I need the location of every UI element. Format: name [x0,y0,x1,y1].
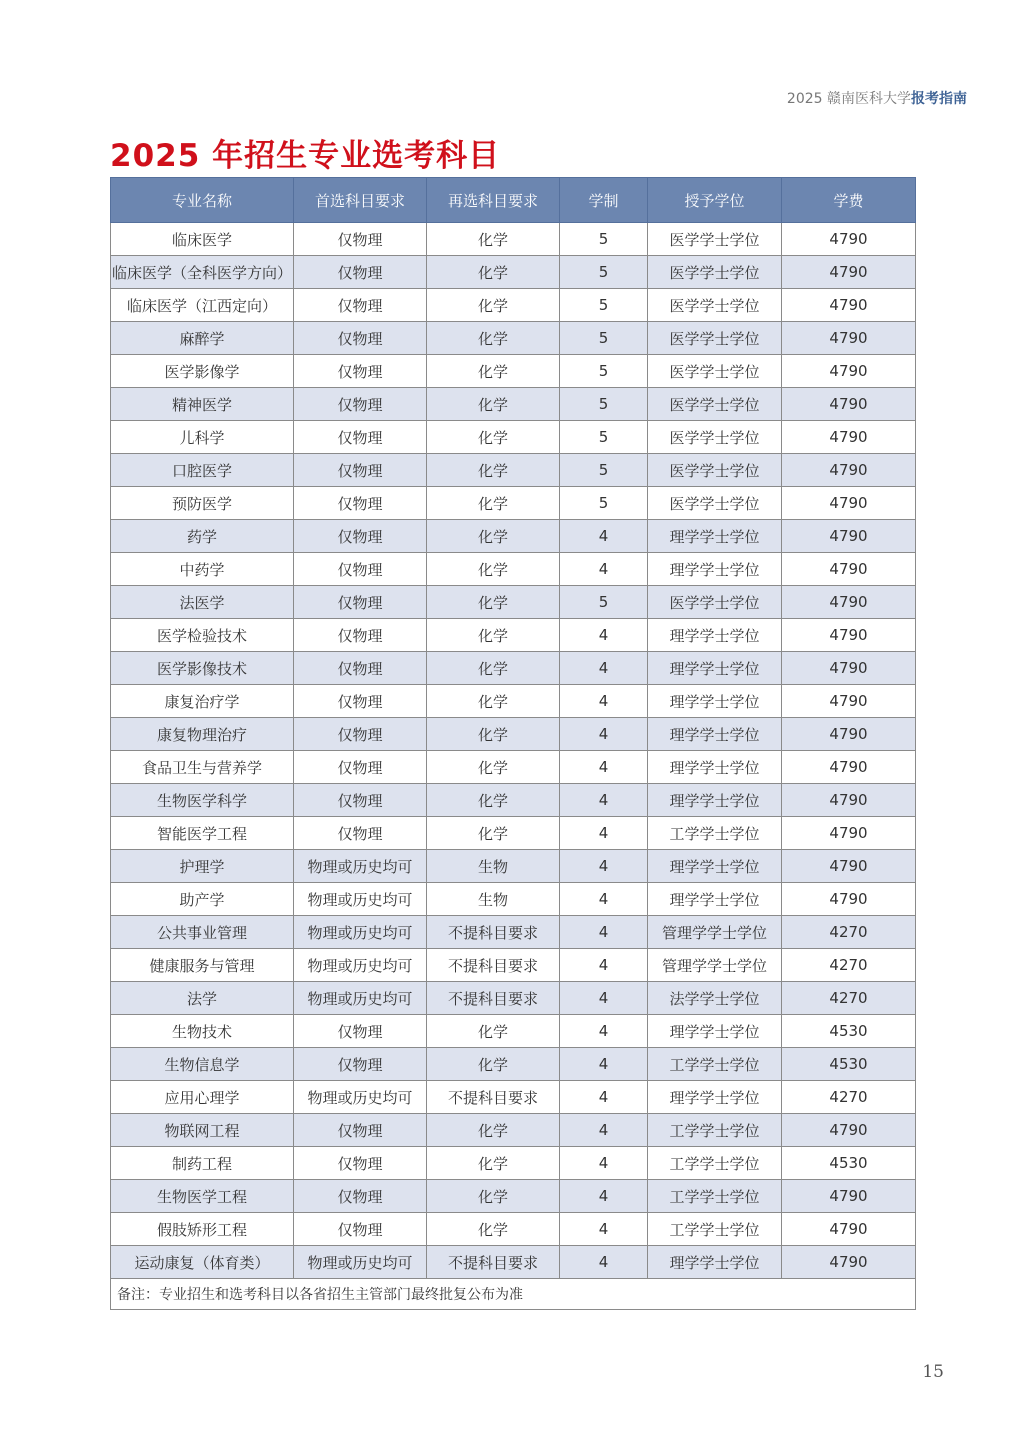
first-subject-cell: 仅物理 [294,223,427,256]
page-title: 2025 年招生专业选考科目 [110,138,501,174]
degree-cell: 理学学士学位 [648,520,782,553]
major-name-cell: 生物医学科学 [111,784,294,817]
major-name-cell: 临床医学（江西定向） [111,289,294,322]
duration-cell: 5 [560,256,648,289]
second-subject-cell: 化学 [427,355,560,388]
tuition-cell: 4270 [782,949,916,982]
tuition-cell: 4790 [782,718,916,751]
table-row [111,1015,916,1048]
major-name-cell: 医学影像技术 [111,652,294,685]
duration-cell: 4 [560,982,648,1015]
table-row [111,619,916,652]
tuition-cell: 4530 [782,1048,916,1081]
second-subject-cell: 化学 [427,388,560,421]
duration-cell: 4 [560,916,648,949]
second-subject-cell: 不提科目要求 [427,982,560,1015]
second-subject-cell: 化学 [427,223,560,256]
degree-cell: 医学学士学位 [648,355,782,388]
column-header: 授予学位 [648,178,782,223]
first-subject-cell: 仅物理 [294,1147,427,1180]
second-subject-cell: 化学 [427,586,560,619]
tuition-cell: 4790 [782,784,916,817]
table-row [111,289,916,322]
degree-cell: 理学学士学位 [648,685,782,718]
tuition-cell: 4790 [782,355,916,388]
first-subject-cell: 物理或历史均可 [294,949,427,982]
duration-cell: 4 [560,520,648,553]
first-subject-cell: 物理或历史均可 [294,916,427,949]
major-name-cell: 护理学 [111,850,294,883]
degree-cell: 医学学士学位 [648,586,782,619]
column-header: 学费 [782,178,916,223]
first-subject-cell: 仅物理 [294,454,427,487]
second-subject-cell: 化学 [427,1180,560,1213]
table-row [111,916,916,949]
duration-cell: 5 [560,586,648,619]
table-row [111,1180,916,1213]
table-row [111,982,916,1015]
duration-cell: 4 [560,817,648,850]
table-row [111,1246,916,1279]
major-name-cell: 假肢矫形工程 [111,1213,294,1246]
major-name-cell: 预防医学 [111,487,294,520]
degree-cell: 理学学士学位 [648,1081,782,1114]
second-subject-cell: 化学 [427,289,560,322]
tuition-cell: 4790 [782,1246,916,1279]
major-name-cell: 物联网工程 [111,1114,294,1147]
duration-cell: 5 [560,289,648,322]
first-subject-cell: 仅物理 [294,817,427,850]
tuition-cell: 4790 [782,1213,916,1246]
degree-cell: 法学学士学位 [648,982,782,1015]
tuition-cell: 4790 [782,652,916,685]
major-name-cell: 食品卫生与营养学 [111,751,294,784]
duration-cell: 4 [560,1081,648,1114]
major-name-cell: 临床医学（全科医学方向） [111,256,294,289]
table-row [111,421,916,454]
degree-cell: 工学学士学位 [648,1114,782,1147]
duration-cell: 4 [560,949,648,982]
degree-cell: 理学学士学位 [648,619,782,652]
duration-cell: 4 [560,1114,648,1147]
table-row [111,553,916,586]
second-subject-cell: 化学 [427,1114,560,1147]
degree-cell: 理学学士学位 [648,652,782,685]
degree-cell: 理学学士学位 [648,1246,782,1279]
table-row [111,685,916,718]
first-subject-cell: 物理或历史均可 [294,1081,427,1114]
table-row [111,1081,916,1114]
major-table [110,177,916,1310]
first-subject-cell: 仅物理 [294,751,427,784]
table-row [111,883,916,916]
tuition-cell: 4270 [782,1081,916,1114]
duration-cell: 4 [560,718,648,751]
tuition-cell: 4790 [782,817,916,850]
first-subject-cell: 仅物理 [294,619,427,652]
tuition-cell: 4790 [782,289,916,322]
degree-cell: 医学学士学位 [648,454,782,487]
degree-cell: 理学学士学位 [648,553,782,586]
table-note-row [111,1279,916,1310]
second-subject-cell: 化学 [427,718,560,751]
second-subject-cell: 化学 [427,421,560,454]
duration-cell: 5 [560,355,648,388]
degree-cell: 工学学士学位 [648,817,782,850]
tuition-cell: 4270 [782,916,916,949]
major-name-cell: 医学检验技术 [111,619,294,652]
degree-cell: 医学学士学位 [648,256,782,289]
first-subject-cell: 仅物理 [294,487,427,520]
major-name-cell: 口腔医学 [111,454,294,487]
table-row [111,223,916,256]
first-subject-cell: 仅物理 [294,1180,427,1213]
degree-cell: 医学学士学位 [648,487,782,520]
major-name-cell: 助产学 [111,883,294,916]
duration-cell: 5 [560,454,648,487]
tuition-cell: 4790 [782,322,916,355]
tuition-cell: 4790 [782,553,916,586]
first-subject-cell: 仅物理 [294,256,427,289]
major-name-cell: 医学影像学 [111,355,294,388]
second-subject-cell: 化学 [427,1213,560,1246]
table-row [111,586,916,619]
first-subject-cell: 物理或历史均可 [294,883,427,916]
second-subject-cell: 化学 [427,256,560,289]
major-name-cell: 临床医学 [111,223,294,256]
duration-cell: 4 [560,1147,648,1180]
column-header: 首选科目要求 [294,178,427,223]
degree-cell: 管理学学士学位 [648,916,782,949]
table-body [111,223,916,1279]
first-subject-cell: 仅物理 [294,520,427,553]
duration-cell: 5 [560,223,648,256]
duration-cell: 4 [560,685,648,718]
table-row [111,718,916,751]
first-subject-cell: 仅物理 [294,1048,427,1081]
degree-cell: 理学学士学位 [648,751,782,784]
degree-cell: 工学学士学位 [648,1147,782,1180]
tuition-cell: 4530 [782,1015,916,1048]
column-header: 学制 [560,178,648,223]
duration-cell: 4 [560,883,648,916]
first-subject-cell: 仅物理 [294,421,427,454]
first-subject-cell: 仅物理 [294,718,427,751]
tuition-cell: 4790 [782,883,916,916]
duration-cell: 4 [560,553,648,586]
second-subject-cell: 生物 [427,883,560,916]
second-subject-cell: 不提科目要求 [427,949,560,982]
column-header: 再选科目要求 [427,178,560,223]
second-subject-cell: 化学 [427,1147,560,1180]
duration-cell: 4 [560,1246,648,1279]
first-subject-cell: 仅物理 [294,289,427,322]
running-header-highlight: 报考指南 [911,91,967,107]
second-subject-cell: 化学 [427,751,560,784]
tuition-cell: 4530 [782,1147,916,1180]
major-name-cell: 法学 [111,982,294,1015]
tuition-cell: 4790 [782,619,916,652]
first-subject-cell: 仅物理 [294,1114,427,1147]
duration-cell: 4 [560,1015,648,1048]
major-name-cell: 中药学 [111,553,294,586]
second-subject-cell: 化学 [427,454,560,487]
degree-cell: 医学学士学位 [648,223,782,256]
duration-cell: 4 [560,652,648,685]
second-subject-cell: 化学 [427,322,560,355]
table-row [111,520,916,553]
tuition-cell: 4790 [782,256,916,289]
table-row [111,784,916,817]
page-number: 15 [922,1362,944,1382]
table-row [111,850,916,883]
second-subject-cell: 化学 [427,1048,560,1081]
first-subject-cell: 物理或历史均可 [294,850,427,883]
duration-cell: 5 [560,487,648,520]
second-subject-cell: 化学 [427,619,560,652]
first-subject-cell: 仅物理 [294,322,427,355]
tuition-cell: 4790 [782,751,916,784]
table-row [111,1114,916,1147]
first-subject-cell: 物理或历史均可 [294,982,427,1015]
tuition-cell: 4790 [782,388,916,421]
table-row [111,652,916,685]
table-row [111,949,916,982]
degree-cell: 理学学士学位 [648,718,782,751]
major-name-cell: 公共事业管理 [111,916,294,949]
duration-cell: 4 [560,1180,648,1213]
running-header-prefix: 2025 赣南医科大学 [786,91,911,107]
major-name-cell: 生物信息学 [111,1048,294,1081]
second-subject-cell: 化学 [427,520,560,553]
degree-cell: 理学学士学位 [648,850,782,883]
table-row [111,751,916,784]
first-subject-cell: 仅物理 [294,685,427,718]
duration-cell: 5 [560,388,648,421]
table-row [111,454,916,487]
duration-cell: 4 [560,619,648,652]
table-row [111,1213,916,1246]
table-row [111,355,916,388]
second-subject-cell: 生物 [427,850,560,883]
tuition-cell: 4790 [782,850,916,883]
duration-cell: 4 [560,751,648,784]
degree-cell: 理学学士学位 [648,784,782,817]
first-subject-cell: 仅物理 [294,355,427,388]
first-subject-cell: 仅物理 [294,1015,427,1048]
major-name-cell: 制药工程 [111,1147,294,1180]
first-subject-cell: 仅物理 [294,784,427,817]
second-subject-cell: 化学 [427,1015,560,1048]
table-row [111,1147,916,1180]
tuition-cell: 4790 [782,454,916,487]
degree-cell: 工学学士学位 [648,1048,782,1081]
major-name-cell: 儿科学 [111,421,294,454]
second-subject-cell: 化学 [427,553,560,586]
table-header [111,178,916,223]
major-name-cell: 麻醉学 [111,322,294,355]
major-name-cell: 智能医学工程 [111,817,294,850]
table-row [111,817,916,850]
second-subject-cell: 不提科目要求 [427,1246,560,1279]
running-header [787,88,967,108]
tuition-cell: 4790 [782,223,916,256]
degree-cell: 医学学士学位 [648,421,782,454]
degree-cell: 工学学士学位 [648,1180,782,1213]
major-name-cell: 运动康复（体育类） [111,1246,294,1279]
second-subject-cell: 不提科目要求 [427,916,560,949]
major-name-cell: 精神医学 [111,388,294,421]
second-subject-cell: 化学 [427,652,560,685]
first-subject-cell: 仅物理 [294,1213,427,1246]
major-name-cell: 康复物理治疗 [111,718,294,751]
first-subject-cell: 仅物理 [294,388,427,421]
table-row [111,256,916,289]
table-note: 备注：专业招生和选考科目以各省招生主管部门最终批复公布为准 [111,1279,916,1310]
duration-cell: 4 [560,1213,648,1246]
degree-cell: 工学学士学位 [648,1213,782,1246]
tuition-cell: 4270 [782,982,916,1015]
second-subject-cell: 不提科目要求 [427,1081,560,1114]
table-row [111,487,916,520]
major-name-cell: 生物技术 [111,1015,294,1048]
major-table-container [110,177,915,1310]
table-row [111,1048,916,1081]
duration-cell: 4 [560,1048,648,1081]
degree-cell: 管理学学士学位 [648,949,782,982]
tuition-cell: 4790 [782,1180,916,1213]
table-row [111,322,916,355]
second-subject-cell: 化学 [427,784,560,817]
second-subject-cell: 化学 [427,487,560,520]
major-name-cell: 药学 [111,520,294,553]
major-name-cell: 生物医学工程 [111,1180,294,1213]
degree-cell: 医学学士学位 [648,388,782,421]
first-subject-cell: 仅物理 [294,553,427,586]
first-subject-cell: 物理或历史均可 [294,1246,427,1279]
degree-cell: 医学学士学位 [648,289,782,322]
table-header-row [111,178,916,223]
degree-cell: 医学学士学位 [648,322,782,355]
second-subject-cell: 化学 [427,685,560,718]
tuition-cell: 4790 [782,421,916,454]
duration-cell: 4 [560,784,648,817]
tuition-cell: 4790 [782,487,916,520]
tuition-cell: 4790 [782,586,916,619]
first-subject-cell: 仅物理 [294,652,427,685]
tuition-cell: 4790 [782,1114,916,1147]
duration-cell: 4 [560,850,648,883]
table-row [111,388,916,421]
tuition-cell: 4790 [782,685,916,718]
first-subject-cell: 仅物理 [294,586,427,619]
duration-cell: 5 [560,421,648,454]
degree-cell: 理学学士学位 [648,1015,782,1048]
major-name-cell: 法医学 [111,586,294,619]
second-subject-cell: 化学 [427,817,560,850]
major-name-cell: 健康服务与管理 [111,949,294,982]
degree-cell: 理学学士学位 [648,883,782,916]
duration-cell: 5 [560,322,648,355]
tuition-cell: 4790 [782,520,916,553]
major-name-cell: 康复治疗学 [111,685,294,718]
major-name-cell: 应用心理学 [111,1081,294,1114]
column-header: 专业名称 [111,178,294,223]
